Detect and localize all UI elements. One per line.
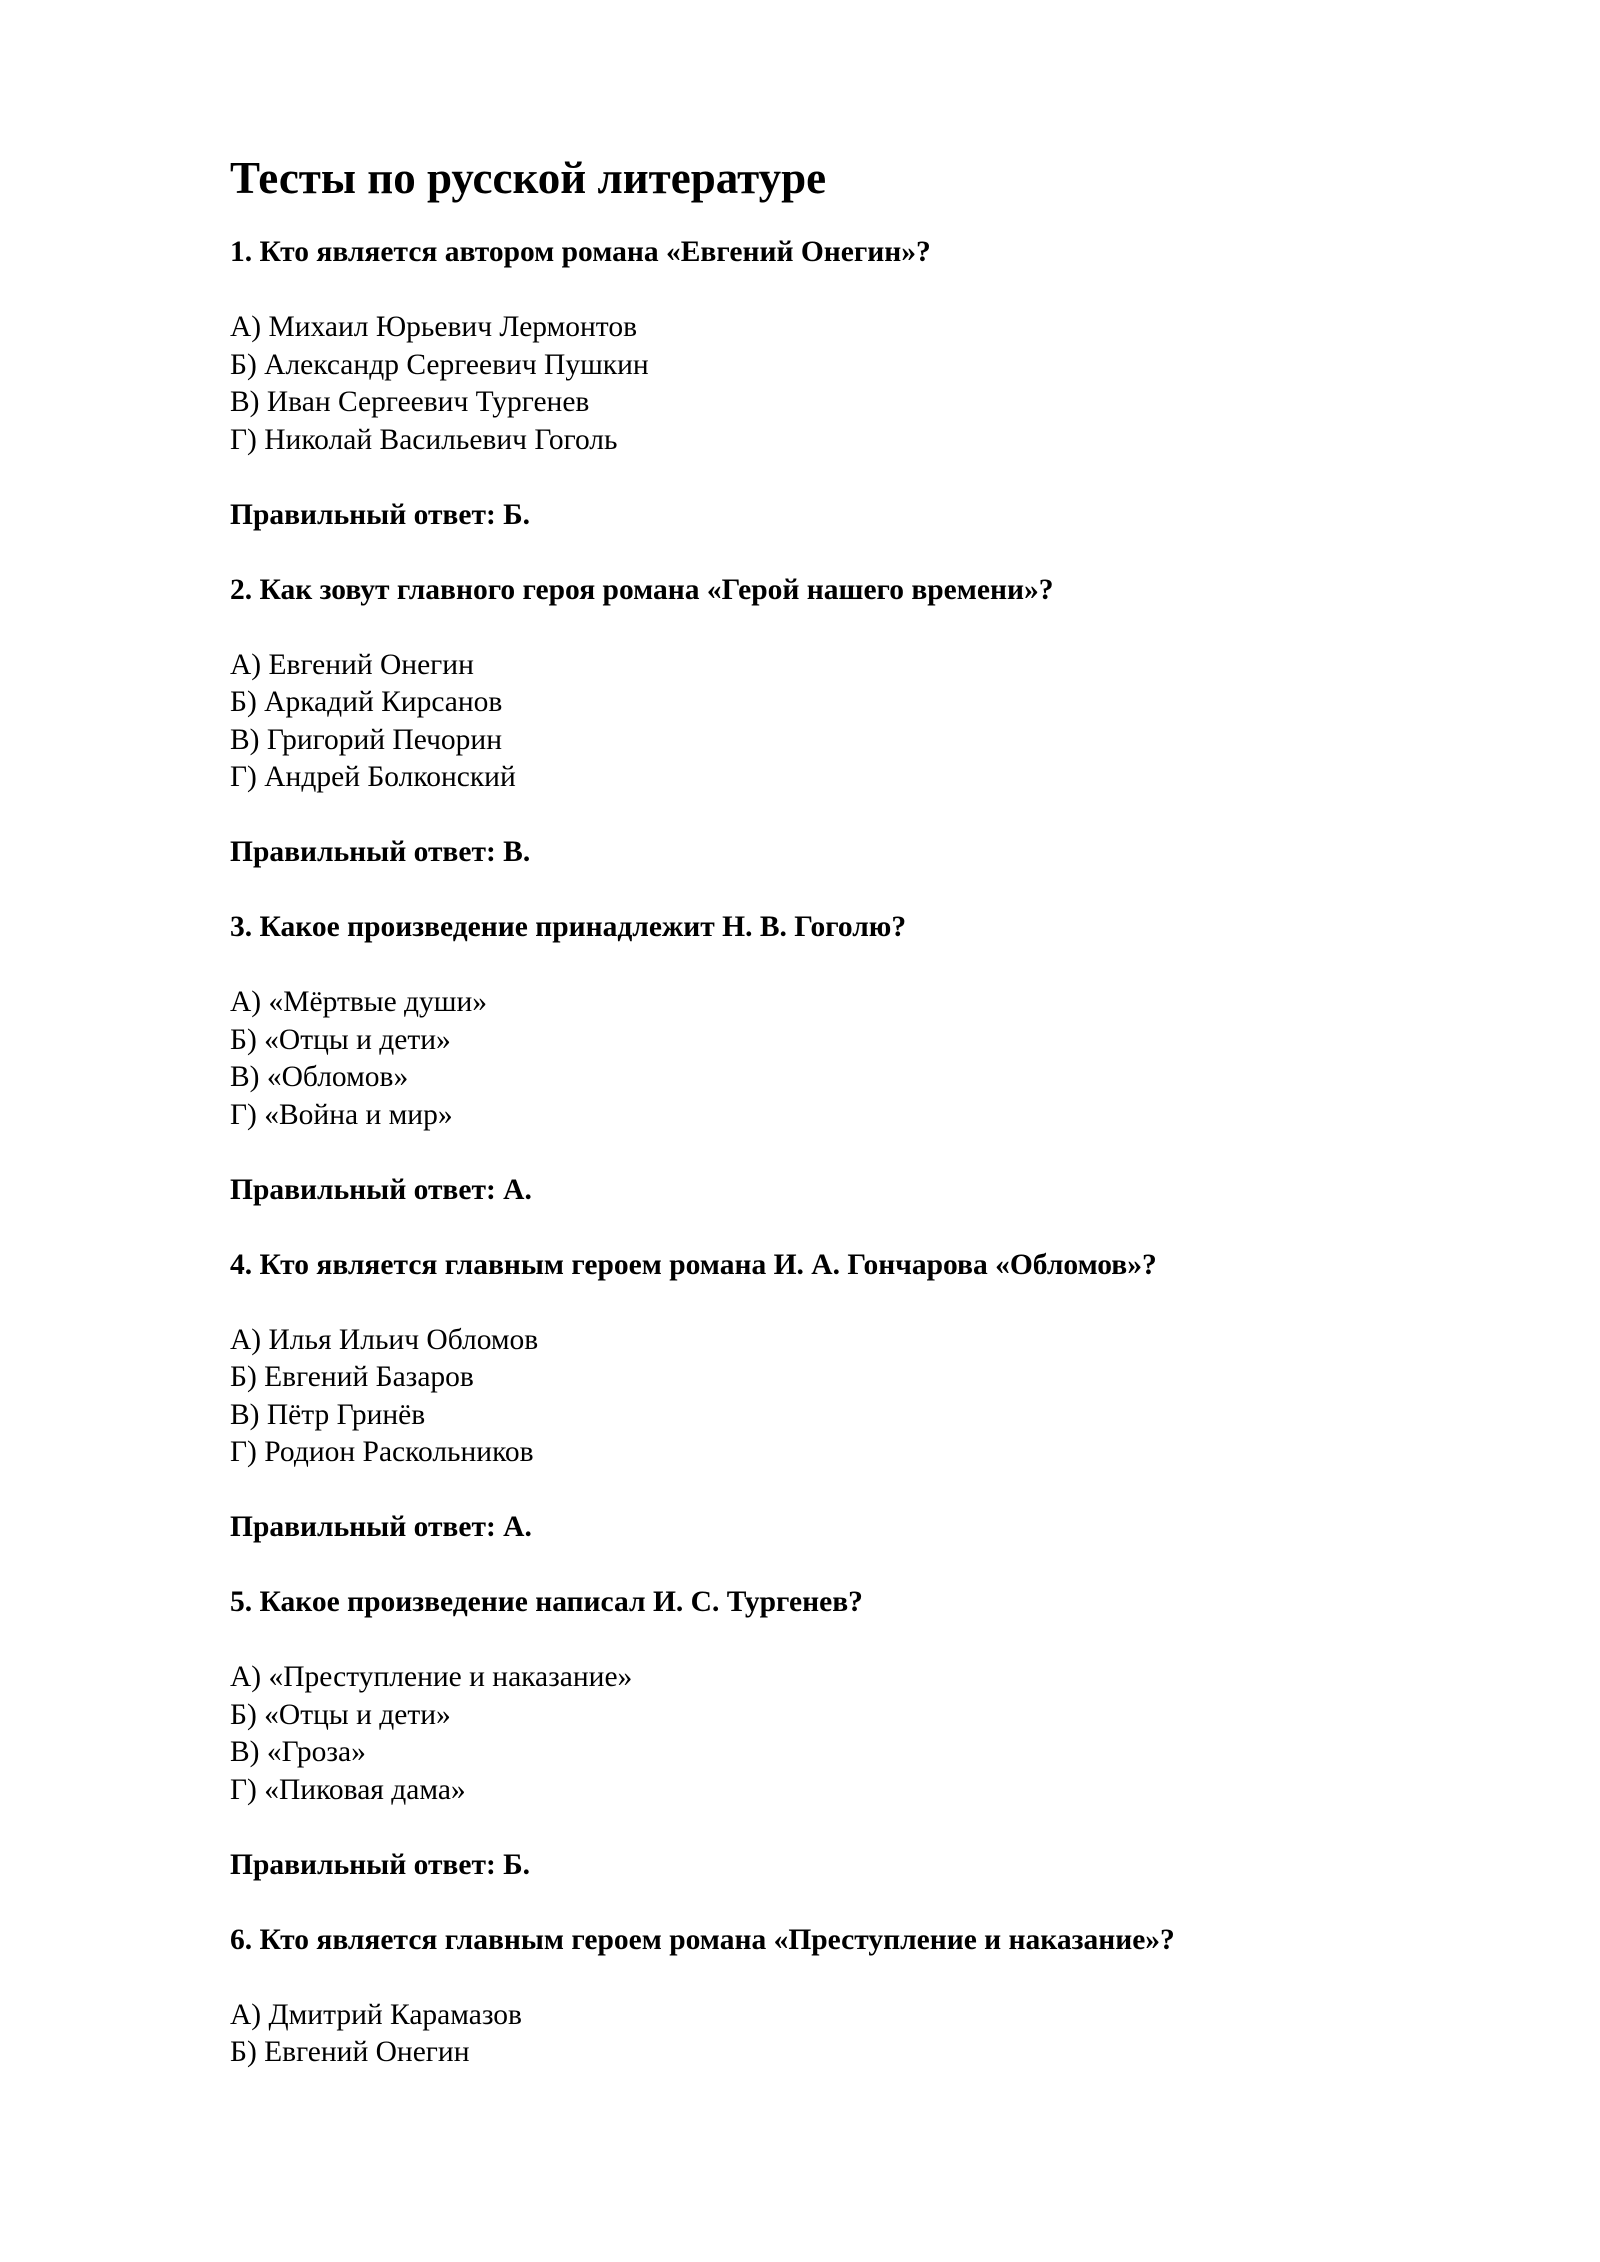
question-block — [230, 909, 1370, 1209]
answer-option: В) Иван Сергеевич Тургенев — [230, 386, 590, 418]
question-list — [230, 234, 1370, 2072]
correct-answer: Правильный ответ: А. — [230, 1173, 532, 1206]
answer-option: Г) «Война и мир» — [230, 1098, 453, 1131]
answer-option: Г) «Пиковая дама» — [230, 1773, 466, 1806]
question-text: 1. Кто является автором романа «Евгений Онегин»? — [230, 236, 931, 268]
answer-option: Г) Андрей Болконский — [230, 761, 516, 793]
document-title: Тесты по русской литературе — [230, 153, 827, 203]
answer-option: В) «Гроза» — [230, 1736, 366, 1768]
answer-options — [230, 1659, 1370, 1809]
answer-option: А) «Преступление и наказание» — [230, 1661, 633, 1693]
answer-options — [230, 984, 1370, 1134]
question-text: 3. Какое произведение принадлежит Н. В. Гоголю? — [230, 911, 907, 943]
answer-option: А) Дмитрий Карамазов — [230, 1998, 522, 2031]
question-text: 2. Как зовут главного героя романа «Герой нашего времени»? — [230, 573, 1054, 606]
answer-option: Б) «Отцы и дети» — [230, 1023, 451, 1056]
correct-answer: Правильный ответ: Б. — [230, 498, 531, 531]
answer-option: А) Евгений Онегин — [230, 648, 474, 681]
answer-option: Б) Евгений Онегин — [230, 2036, 470, 2068]
document-content — [230, 150, 1370, 2109]
answer-option: В) Пётр Гринёв — [230, 1398, 426, 1431]
question-block — [230, 1584, 1370, 1884]
correct-answer: Правильный ответ: В. — [230, 836, 531, 868]
question-block — [230, 234, 1370, 534]
answer-option: Б) Александр Сергеевич Пушкин — [230, 348, 649, 381]
question-block — [230, 1247, 1370, 1547]
question-block — [230, 572, 1370, 872]
answer-option: В) «Обломов» — [230, 1061, 409, 1093]
answer-option: Б) «Отцы и дети» — [230, 1698, 451, 1731]
question-text: 4. Кто является главным героем романа И. А. Гончарова «Обломов»? — [230, 1248, 1157, 1281]
answer-options — [230, 1997, 1370, 2072]
answer-option: А) Михаил Юрьевич Лермонтов — [230, 311, 637, 343]
answer-options — [230, 647, 1370, 797]
answer-option: Г) Николай Васильевич Гоголь — [230, 423, 618, 456]
answer-option: А) Илья Ильич Обломов — [230, 1323, 539, 1356]
answer-options — [230, 309, 1370, 459]
question-text: 6. Кто является главным героем романа «Преступление и наказание»? — [230, 1923, 1175, 1956]
answer-options — [230, 1322, 1370, 1472]
answer-option: В) Григорий Печорин — [230, 723, 502, 756]
question-text: 5. Какое произведение написал И. С. Тургенев? — [230, 1586, 863, 1618]
answer-option: А) «Мёртвые души» — [230, 986, 488, 1018]
answer-option: Б) Евгений Базаров — [230, 1361, 474, 1393]
correct-answer: Правильный ответ: А. — [230, 1511, 532, 1543]
answer-option: Г) Родион Раскольников — [230, 1436, 534, 1468]
answer-option: Б) Аркадий Кирсанов — [230, 686, 503, 718]
correct-answer: Правильный ответ: Б. — [230, 1848, 531, 1881]
question-block — [230, 1922, 1370, 2072]
